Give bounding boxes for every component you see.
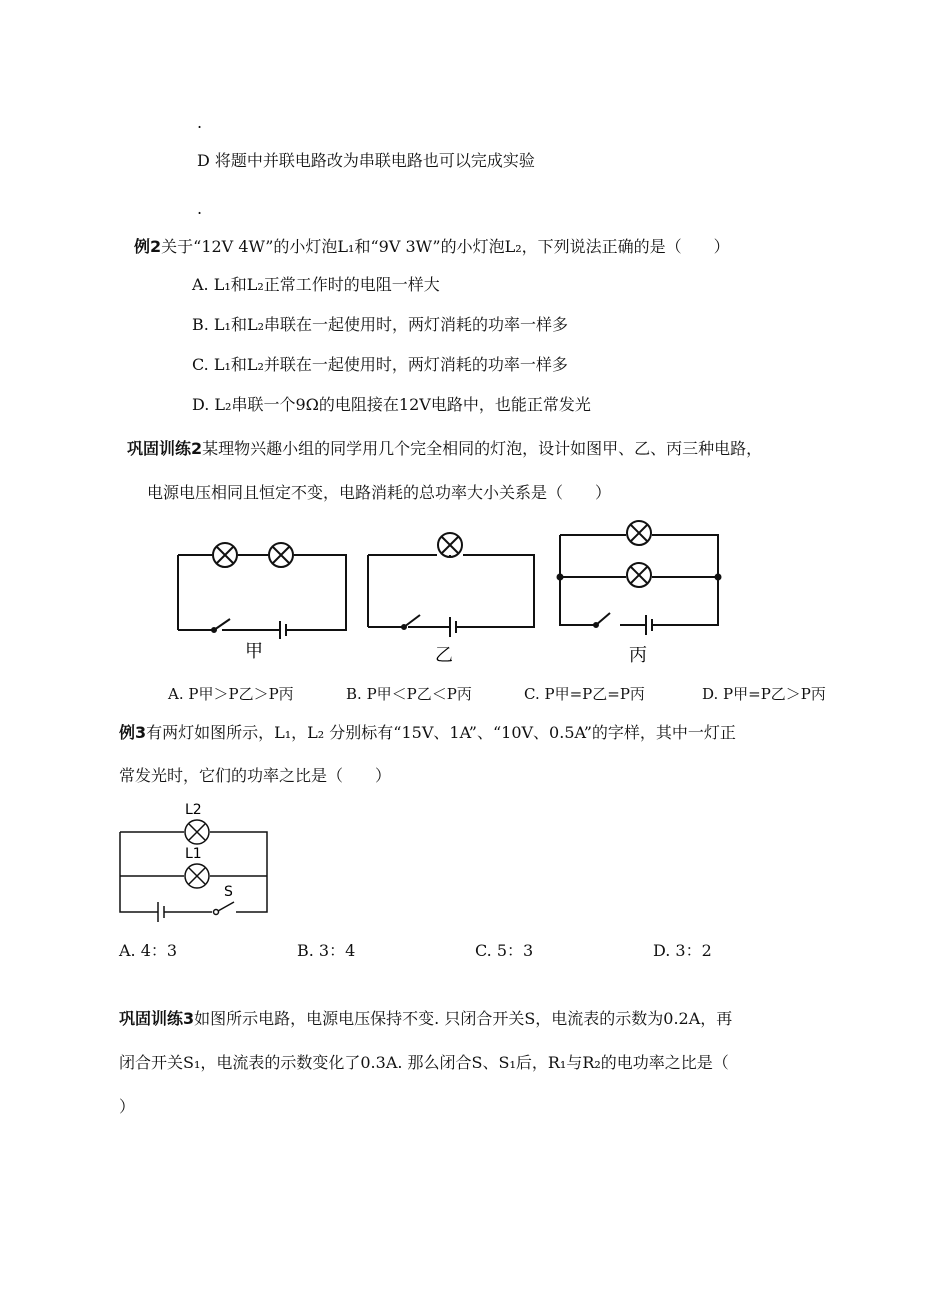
circuit-yi [368,533,534,637]
option-letter: B. [346,685,362,703]
circuit-label-yi: 乙 [435,645,453,666]
example3-option-c: C. 5：3 [475,941,534,960]
option-text: P甲＜P乙＜P丙 [366,685,472,703]
practice2-question-line1 [127,438,762,460]
practice2-option-b [346,683,472,704]
example3-circuit-figure [112,796,282,924]
circuit-label-bing: 丙 [629,645,647,666]
practice2-option-d [702,683,826,704]
practice2-option-c [524,683,645,704]
option-d-previous: D 将题中并联电路改为串联电路也可以完成实验 [197,151,535,170]
example3-option-d: D. 3：2 [653,941,712,960]
circuit-jia [178,543,346,639]
three-circuits-figure [150,515,750,670]
option-text: P甲=P乙=P丙 [544,685,645,703]
example3-question: 有两灯如图所示，L₁，L₂ 分别标有“15V、1A”、“10V、0.5A”的字样，其中一灯正 [146,723,736,742]
example2-option-b: B. L₁和L₂串联在一起使用时，两灯消耗的功率一样多 [192,315,569,334]
practice3-label: 巩固训练3 [119,1009,195,1028]
example3-option-b: B. 3：4 [297,941,356,960]
practice3-line2: 闭合开关S₁，电流表的示数变化了0.3A. 那么闭合S、S₁后，R₁与R₂的电功率之比是（ [119,1053,729,1072]
practice2-question: 某理物兴趣小组的同学用几个完全相同的灯泡，设计如图甲、乙、丙三种电路， [202,439,763,458]
practice3-line1 [119,1008,732,1030]
example3-question-line1 [119,722,736,744]
stray-dot: . [197,199,203,218]
practice3-text: 如图所示电路，电源电压保持不变. 只闭合开关S，电流表的示数为0.2A，再 [194,1009,733,1028]
example3-option-a: A. 4：3 [119,941,178,960]
example2-option-d: D. L₂串联一个9Ω的电阻接在12V电路中，也能正常发光 [192,395,591,414]
example2-label: 例2 [134,237,162,256]
practice2-option-a [168,683,294,704]
option-letter: D. [702,685,719,703]
example2-question-line [134,236,730,258]
option-letter: C. [524,685,540,703]
example2-option-c: C. L₁和L₂并联在一起使用时，两灯消耗的功率一样多 [192,355,568,374]
practice2-label: 巩固训练2 [127,439,203,458]
practice2-question-line2: 电源电压相同且恒定不变，电路消耗的总功率大小关系是（ ） [147,483,612,502]
example2-question: 关于“12V 4W”的小灯泡L₁和“9V 3W”的小灯泡L₂，下列说法正确的是（ ） [161,237,730,256]
option-text: P甲＞P乙＞P丙 [188,685,294,703]
stray-dot: . [197,113,203,132]
practice3-line3: ） [119,1097,136,1116]
example2-option-a: A. L₁和L₂正常工作时的电阻一样大 [192,275,440,294]
l2-label: L2 [185,802,202,818]
switch-label: S [224,884,233,900]
example3-label: 例3 [119,723,147,742]
circuit-label-jia: 甲 [245,641,263,662]
option-text: P甲=P乙＞P丙 [723,685,826,703]
example3-question-line2: 常发光时，它们的功率之比是（ ） [119,766,392,785]
circuit-bing [560,521,718,635]
l1-label: L1 [185,846,202,862]
option-letter: A. [168,685,184,703]
